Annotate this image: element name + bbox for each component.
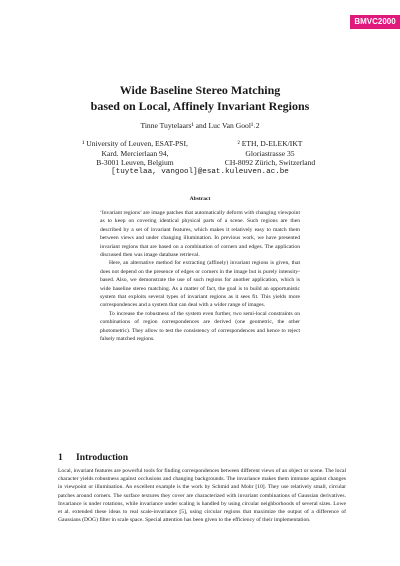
section-heading xyxy=(58,452,128,463)
paper-title xyxy=(60,82,340,114)
author-list: Tinne Tuytelaars¹ and Luc Van Gool¹˒2 xyxy=(140,121,260,130)
affiliation-leuven xyxy=(80,139,190,168)
affiliation-line: Gloriastrasse 35 xyxy=(245,148,295,158)
section-title: Introduction xyxy=(76,452,129,463)
abstract-paragraph: Here, an alternative method for extracting (affinely) invariant regions is given, that does not depend on the presence of edges or corners in the image but is purely intensity-based. Also, we demonstrate the use of such regions for another application, which is wide baseline stereo matching. As a matter of fact, the goal is to build an opportunistic system that exploits several types of invariant regions as it sees fit. This yields more correspondences and a system that can deal with a wider range of images. xyxy=(100,260,300,309)
abstract-paragraph: ‘Invariant regions’ are image patches that automatically deform with changing viewpoint as to keep on covering identical physical parts of a scene. Such regions are then described by a set of invariant features, which makes it relatively easy to match them between views and under changing illumination. In previous work, we have presented invariant regions that are based on a combination of corners and edges. The application discussed then was image database retrieval. xyxy=(100,210,300,259)
title-line-1: Wide Baseline Stereo Matching xyxy=(119,83,281,97)
affiliation-line: ² ETH, D-ELEK/IKT xyxy=(237,139,303,148)
affiliation-line: ¹ University of Leuven, ESAT-PSI, xyxy=(82,139,188,148)
affiliation-line: Kard. Mercierlaan 94, xyxy=(101,148,169,158)
affiliation-line: B-3001 Leuven, Belgium xyxy=(96,158,174,168)
abstract-paragraph: To increase the robustness of the system even further, two semi-local constraints on combinations of region correspondences are derived (one geometric, the other photometric). They allow to test the consistency of correspondences and hence to reject falsely matched regions. xyxy=(100,310,300,343)
affiliation-line: CH-8092 Zürich, Switzerland xyxy=(224,158,316,168)
introduction-paragraph: Local, invariant features are powerful tools for finding correspondences between different views of an object or scene. The local character yields robustness against occlusions and changing backgrounds. The invariance makes them immune against changes in viewpoint or illumination. An excellent example is the work by Schmid and Mohr [10]. They use relatively small, circular patches around corners. The surface textures they cover are characterized with invariant combinations of Gaussian derivatives. Invariance is under rotations, while invariance under scaling is handled by using circular neighborhoods of several sizes. Lowe et al. extended these ideas to real scale-invariance [5], using circular regions that maximize the output of a difference of Gaussians (DOG) filter in scale space. Special attention has been given to the efficiency of their implementation. xyxy=(58,468,346,524)
abstract-body xyxy=(100,209,300,344)
affiliation-eth xyxy=(212,139,328,168)
conference-badge: BMVC2000 xyxy=(350,15,400,29)
title-line-2: based on Local, Affinely Invariant Regions xyxy=(90,99,310,113)
abstract-heading: Abstract xyxy=(189,196,211,202)
author-email: [tuytelaa, vangool]@esat.kuleuven.ac.be xyxy=(111,168,289,176)
section-number: 1 xyxy=(58,452,63,463)
